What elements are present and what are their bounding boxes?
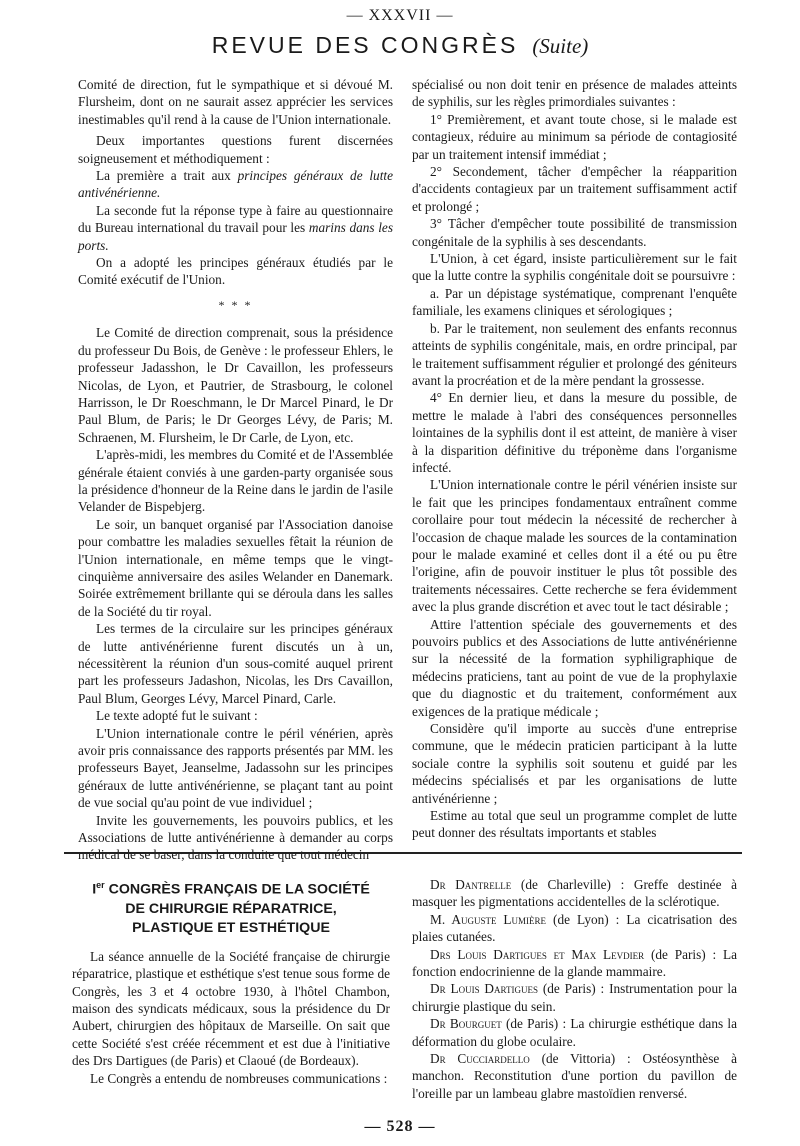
right-column-top [412,76,737,842]
paragraph: Le soir, un banquet organisé par l'Association danoise pour combattre les maladies sexuelles fêtait la réunion de l'Union internationale, en même temps que le vingt-cinquième anniversaire des asiles Welander en Danemark. Soirée extrêmement brillante qui se déroula dans les salles de la Société du tir royal. [78,516,393,619]
communication-item: M. Auguste Lumière (de Lyon) : La cicatrisation des plaies cutanées. [412,911,737,945]
page-number: — 528 — [364,1118,436,1135]
paragraph: Attire l'attention spéciale des gouvernements et des pouvoirs publics et des Associations de lutte antivénérienne sur la nécessité de la formation syphiligraphique de médecins praticiens, tant au point de vue de la prophylaxie que du diagnostic et du traitement, conformément aux exigences de la pratique médicale ; [412,616,737,719]
masthead-title: REVUE DES CONGRÈS [211,32,519,58]
paragraph: Invite les gouvernements, les pouvoirs publics, et les Associations de lutte antivénérienne à demander au corps médical de se baser, dans la conduite que tout médecin [78,812,393,863]
paragraph: L'Union internationale contre le péril vénérien, après avoir pris connaissance des rapports présentés par MM. les professeurs Bayet, Jeanselme, Jadassohn sur les principes généraux de lutte antivénérienne, se plaçant tant au point de vue social qu'au point de vue individuel ; [78,725,393,811]
paragraph: Le Comité de direction comprenait, sous la présidence du professeur Du Bois, de Genève : le professeur Ehlers, le professeur Jadasshon, le Dr Cavaillon, les professeurs Nicolas, de Lyon, et Pautrier, de Strasbourg, le colonel Harrisson, le Dr Roeschmann, le Dr Marcel Pinard, le Dr Paul Blum, de Paris; le Dr Georges Lévy, de Paris; M. Schraenen, M. Flursheim, le Dr Carle, de Lyon, etc. [78,325,393,445]
paragraph: On a adopté les principes généraux étudiés par le Comité exécutif de l'Union. [78,255,393,288]
paragraph: 4° En dernier lieu, et dans la mesure du possible, de mettre le malade à l'abri des conséquences personnelles lointaines de la syphilis dont il est atteint, de manière à viser à la disparition définitive du tréponème dans l'organisme infecté. [412,390,737,475]
communication-author: Dr Bourguet [430,1016,502,1032]
right-column-bottom [412,876,737,1102]
paragraph: b. Par le traitement, non seulement des enfants reconnus atteints de syphilis congénitale, mais, en ordre principal, par le traitement suffisamment régulier et prolongé des géniteurs avant la procréation et de la mère pendant la grossesse. [412,320,737,388]
paragraph: Deux importantes questions furent discernées soigneusement et méthodiquement : [78,133,393,166]
paragraph: L'après-midi, les membres du Comité et de l'Assemblée générale étaient conviés à une garden-party organisée sous la présidence d'honneur de la Reine dans le jardin de l'asile Velander de Bispebjerg. [78,447,393,515]
section-divider [64,852,742,854]
paragraph: 2° Secondement, tâcher d'empêcher la réapparition d'accidents contagieux par un traitement suffisamment actif et prolongé ; [412,164,737,214]
paragraph: 1° Premièrement, et avant toute chose, si le malade est contagieux, réduire au minimum sa période de contagiosité par un traitement intensif immédiat ; [412,111,737,162]
paragraph: Comité de direction, fut le sympathique et si dévoué M. Flursheim, dont on ne saurait assez apprécier les services inestimables qu'il rend à la cause de l'Union internationale. [78,77,393,127]
paragraph: Considère qu'il importe au succès d'une entreprise commune, que le médecin praticien participant à la lutte sociale contre la syphilis soit soutenu et guidé par les médecins spécialisés et par les organisations de lutte antivénérienne ; [412,721,737,806]
paragraph: Le texte adopté fut le suivant : [96,708,258,724]
communication-item: Dr Dantrelle (de Charleville) : Greffe destinée à masquer les pigmentations accidentelles de la sclérotique. [412,877,737,910]
paragraph: L'Union internationale contre le péril vénérien insiste sur le fait que les principes fondamentaux entraînent comme corollaire pour tout médecin la nécessité de rechercher à l'occasion de chaque malade les sources de la contamination pour le malade examiné et celles dont il a été ou pu être l'origine, afin de pouvoir instituer le plus tôt possible des traitements nécessaires. Cette recherche se fera évidemment avec la plus grande discrétion et avec tout le tact désirable ; [412,477,737,615]
paragraph: a. Par un dépistage systématique, comprenant l'enquête familiale, les examens cliniques et sérologiques ; [412,285,737,319]
communication-author: Dr Dantrelle [430,877,512,892]
left-column-bottom [72,876,390,1087]
communication-item: Dr Bourguet (de Paris) : La chirurgie esthétique dans la déformation du globe oculaire. [412,1016,737,1049]
communication-author: Dr Louis Dartigues [430,981,538,997]
paragraph: La première a trait aux principes généraux de lutte antivénérienne. [78,168,393,201]
section-title: Ier CONGRÈS FRANÇAIS DE LA SOCIÉTÉ DE CHIRURGIE RÉPARATRICE, PLASTIQUE ET ESTHÉTIQUE [92,880,370,936]
paragraph: La seconde fut la réponse type à faire au questionnaire du Bureau international du travail pour les marins dans les ports. [78,202,393,253]
page-header [60,6,740,64]
communication-author: Dr Cucciardello [430,1051,530,1067]
paragraph: Les termes de la circulaire sur les principes généraux de lutte antivénérienne furent discutés un à un, nécessitèrent la réunion d'un sous-comité auquel prirent part les professeurs Jadashon, Nicolas, les Drs Cavaillon, Paul Blum, Georges Lévy, Marcel Pinard, Carle. [78,621,393,706]
asterism-separator: * * * [218,297,253,312]
communication-author: M. Auguste Lumière [430,911,547,927]
left-column-top [78,76,393,864]
roman-page-number: — XXXVII — [346,7,454,24]
communication-author: Drs Louis Dartigues et Max Levdier [430,946,645,962]
paragraph: La séance annuelle de la Société française de chirurgie réparatrice, plastique et esthétique s'est tenue sous forme de Congrès, les 3 et 4 octobre 1930, à l'hôtel Chambon, maison des syndicats médicaux, sous la présidence du Dr Aubert, chirurgien des hôpitaux de Marseille. On sait que cette Société s'est créée récemment et est due à l'initiative des Drs Dartigues (de Paris) et Claoué (de Bordeaux). [72,948,390,1069]
journal-masthead [60,30,740,64]
paragraph: Le Congrès a entendu de nombreuses communications : [90,1070,388,1086]
communication-item: Drs Louis Dartigues et Max Levdier (de Paris) : La fonction endocrinienne de la glande mammaire. [412,946,738,980]
communication-item: Dr Cucciardello (de Vittoria) : Ostéosynthèse à manchon. Reconstitution d'une portion du pavillon de l'oreille par un lambeau glabre mastoïdien renversé. [412,1051,738,1101]
paragraph: spécialisé ou non doit tenir en présence de malades atteints de syphilis, sur les règles primordiales suivantes : [412,77,737,110]
communication-item: Dr Louis Dartigues (de Paris) : Instrumentation pour la chirurgie plastique du sein. [412,981,737,1014]
paragraph: 3° Tâcher d'empêcher toute possibilité de transmission congénitale de la syphilis à ses descendants. [412,216,737,249]
masthead-suite: (Suite) [532,34,589,58]
paragraph: Estime au total que seul un programme complet de lutte peut donner des résultats importants et stables [412,808,737,841]
paragraph: L'Union, à cet égard, insiste particulièrement sur le fait que la lutte contre la syphilis congénitale doit se poursuivre : [412,251,737,284]
